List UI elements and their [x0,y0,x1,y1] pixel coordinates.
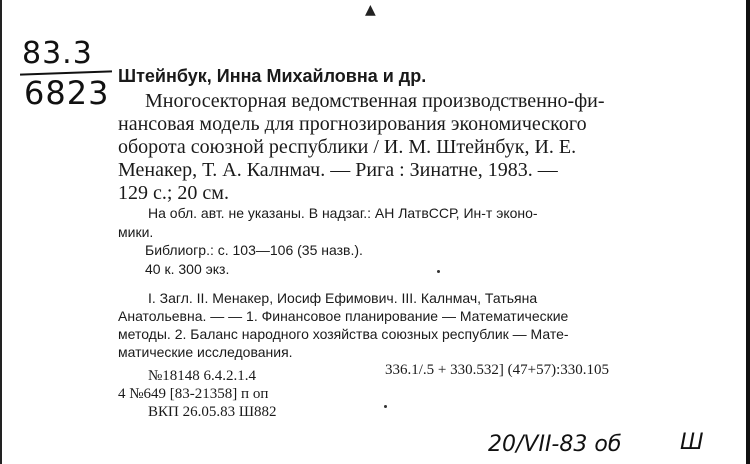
card-left-edge [0,0,2,464]
author-heading: Штейнбук, Инна Михайловна и др. [118,66,427,86]
title-line-3: оборота союзной республики / И. М. Штейнбук, И. Е. [118,136,577,158]
shelfmark-top: 83.3 [22,36,93,71]
shelfmark-bottom: 6823 [24,74,110,112]
handwritten-initials: Ш [680,430,704,455]
stray-dot [437,270,440,273]
handwritten-date: 20/VII-83 об [488,432,622,457]
note-line-1: На обл. авт. не указаны. В надзаг.: АН ЛатвССР, Ин-т эконо- [148,205,538,221]
title-line-1: Многосекторная ведомственная производственно-фи- [145,90,605,112]
order-line: 4 №649 [83-21358] п оп [118,386,269,402]
record-number: №18148 6.4.2.1.4 [148,368,257,384]
note-line-2: мики. [118,224,154,240]
title-line-4: Менакер, Т. А. Калнмач. — Рига : Зинатне, 1983. — [118,159,558,181]
title-line-2: нансовая модель для прогнозирования экономического [118,113,587,135]
punch-hole-mark: ▲ [365,2,376,18]
tracing-line-4: матические исследования. [118,344,293,360]
vkp-line: ВКП 26.05.83 Ш882 [148,404,277,420]
card-right-edge [746,0,750,464]
price-and-print-run: 40 к. 300 экз. [145,261,230,277]
bibliography-note: Библиогр.: с. 103—106 (35 назв.). [145,242,363,258]
title-line-5: 129 с.; 20 см. [118,182,229,204]
udc-classification: 336.1/.5 + 330.532] (47+57):330.105 [385,362,609,378]
tracing-line-3: методы. 2. Баланс народного хозяйства союзных республик — Мате- [118,326,569,342]
tracing-line-1: I. Загл. II. Менакер, Иосиф Ефимович. III. Калнмач, Татьяна [148,290,538,306]
tracing-line-2: Анатольевна. — — 1. Финансовое планирование — Математические [118,308,569,324]
stray-tick [384,405,387,408]
